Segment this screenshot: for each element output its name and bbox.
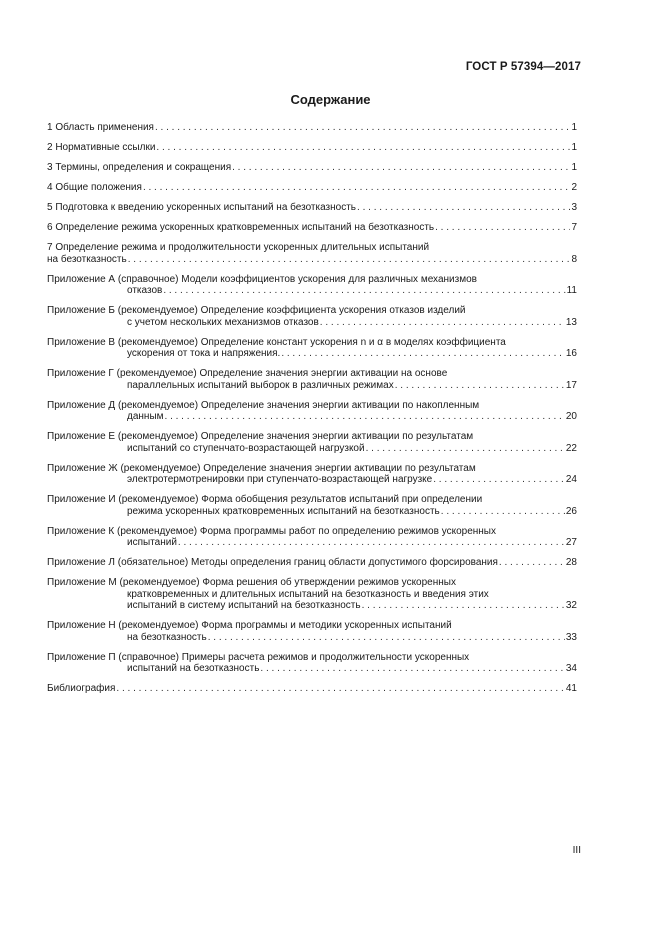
toc-entry-final-line: [47, 683, 577, 695]
toc-entry-text: 4 Общие положения: [47, 182, 142, 193]
toc-entry[interactable]: [47, 557, 577, 569]
toc-entry[interactable]: [47, 202, 577, 214]
toc-entry[interactable]: [47, 652, 577, 675]
table-of-contents: [47, 122, 577, 703]
toc-entry-final-line: [47, 182, 577, 194]
toc-entry[interactable]: [47, 305, 577, 328]
dot-leader: [357, 202, 570, 214]
toc-entry-line: Приложение Ж (рекомендуемое) Определение значения энергии активации по результатам: [47, 462, 476, 474]
toc-page-number: 24: [565, 474, 577, 485]
dot-leader: [362, 600, 565, 612]
dot-leader: [232, 162, 570, 174]
toc-entry[interactable]: [47, 242, 577, 265]
toc-entry-final-line: [47, 600, 577, 612]
toc-entry[interactable]: [47, 620, 577, 643]
toc-page-number: 3: [571, 202, 577, 213]
toc-entry[interactable]: [47, 142, 577, 154]
dot-leader: [128, 254, 571, 266]
dot-leader: [499, 557, 565, 569]
toc-entry-line: Приложение М (рекомендуемое) Форма решения об утверждении режимов ускоренных: [47, 577, 456, 588]
toc-entry-text: режима ускоренных кратковременных испытаний на безотказность: [127, 505, 440, 517]
toc-page-number: 1: [571, 142, 577, 153]
dot-leader: [435, 222, 570, 234]
toc-page-number: 34: [565, 663, 577, 674]
toc-page-number: 1: [571, 162, 577, 173]
toc-entry-line: Приложение Д (рекомендуемое) Определение значения энергии активации по накопленным: [47, 399, 480, 411]
toc-entry-final-line: [47, 474, 577, 486]
dot-leader: [281, 348, 565, 360]
toc-page-number: 11: [566, 285, 577, 296]
toc-entry-text: испытаний на безотказность: [127, 663, 260, 674]
toc-page-number: 22: [565, 442, 577, 454]
toc-entry-line: Приложение П (справочное) Примеры расчета режимов и продолжительности ускоренных: [47, 651, 470, 663]
toc-entry-final-line: [47, 443, 577, 455]
toc-entry[interactable]: [47, 683, 577, 695]
toc-entry-final-line: [47, 202, 577, 214]
toc-entry-final-line: [47, 506, 577, 518]
toc-entry[interactable]: [47, 431, 577, 454]
dot-leader: [155, 122, 570, 134]
toc-entry-line: Приложение В (рекомендуемое) Определение констант ускорения n и α в моделях коэффициента: [47, 336, 506, 348]
toc-entry-final-line: [47, 632, 577, 644]
toc-page-number: 8: [571, 253, 577, 265]
toc-entry-line: Приложение Г (рекомендуемое) Определение значения энергии активации на основе: [47, 368, 448, 379]
toc-page-number: 27: [565, 537, 577, 548]
toc-entry[interactable]: [47, 577, 577, 612]
toc-entry-text: 3 Термины, определения и сокращения: [47, 162, 232, 173]
toc-entry-line: Приложение И (рекомендуемое) Форма обобщения результатов испытаний при определении: [47, 494, 483, 505]
toc-entry-line: Приложение Н (рекомендуемое) Форма программы и методики ускоренных испытаний: [47, 620, 452, 631]
toc-page-number: 41: [565, 683, 577, 694]
toc-entry-final-line: [47, 411, 577, 423]
toc-page-number: 33: [565, 631, 577, 643]
toc-entry-text: ускорения от тока и напряжения.: [127, 348, 281, 359]
dot-leader: [143, 182, 571, 194]
toc-page-number: 26: [565, 505, 577, 517]
toc-entry-final-line: [47, 142, 577, 154]
toc-page-number: 7: [571, 222, 577, 233]
dot-leader: [395, 380, 565, 392]
dot-leader: [156, 142, 570, 154]
toc-entry-text: испытаний: [127, 537, 177, 548]
dot-leader: [260, 663, 564, 675]
toc-entry-text: Приложение Л (обязательное) Методы определения границ области допустимого форсирования: [47, 557, 498, 568]
toc-entry[interactable]: [47, 337, 577, 360]
toc-entry-text: на безотказность: [47, 253, 127, 265]
toc-entry-text: Библиография: [47, 683, 116, 694]
dot-leader: [366, 443, 565, 455]
toc-page-number: 13: [565, 316, 577, 328]
toc-entry-text: 6 Определение режима ускоренных кратковременных испытаний на безотказность: [47, 222, 435, 233]
toc-title: Содержание: [290, 92, 371, 107]
dot-leader: [165, 411, 565, 423]
toc-entry-final-line: [47, 663, 577, 675]
dot-leader: [208, 632, 565, 644]
toc-entry[interactable]: [47, 182, 577, 194]
toc-entry-final-line: [47, 254, 577, 266]
toc-entry[interactable]: [47, 368, 577, 391]
toc-entry[interactable]: [47, 463, 577, 486]
toc-entry-final-line: [47, 222, 577, 234]
toc-entry-text: 5 Подготовка к введению ускоренных испытаний на безотказность: [47, 202, 357, 213]
toc-entry-final-line: [47, 122, 577, 134]
toc-entry-line: 7 Определение режима и продолжительности ускоренных длительных испытаний: [47, 242, 430, 253]
toc-entry-line: Приложение К (рекомендуемое) Форма программы работ по определению режимов ускоренных: [47, 525, 496, 537]
toc-entry-text: данным: [127, 411, 164, 422]
toc-page-number: 1: [571, 122, 577, 133]
toc-entry[interactable]: [47, 162, 577, 174]
toc-entry-line: Приложение Б (рекомендуемое) Определение коэффициента ускорения отказов изделий: [47, 305, 466, 316]
toc-page-number: 20: [565, 411, 577, 422]
toc-entry-final-line: [47, 557, 577, 569]
toc-entry-text: 2 Нормативные ссылки: [47, 142, 156, 153]
toc-entry[interactable]: [47, 222, 577, 234]
toc-page-number: 28: [565, 557, 577, 568]
toc-page-number: 17: [565, 379, 577, 391]
dot-leader: [441, 506, 565, 518]
toc-entry-text: на безотказность: [127, 631, 207, 643]
toc-entry-text: отказов: [127, 285, 163, 296]
toc-entry[interactable]: [47, 494, 577, 517]
document-standard-header: ГОСТ Р 57394—2017: [465, 61, 581, 73]
dot-leader: [178, 537, 565, 549]
toc-entry-final-line: [47, 348, 577, 360]
dot-leader: [433, 474, 565, 486]
toc-entry[interactable]: [47, 400, 577, 423]
toc-entry-final-line: [47, 380, 577, 392]
toc-page-number: 2: [571, 182, 577, 193]
dot-leader: [116, 683, 564, 695]
dot-leader: [163, 285, 565, 297]
toc-entry[interactable]: [47, 122, 577, 134]
page-number: III: [572, 845, 581, 856]
toc-entry-final-line: [47, 317, 577, 329]
toc-entry-text: электротермотренировки при ступенчато-возрастающей нагрузке: [127, 474, 433, 485]
toc-page-number: 32: [565, 600, 577, 611]
dot-leader: [320, 317, 565, 329]
toc-entry-final-line: [47, 537, 577, 549]
toc-entry[interactable]: [47, 274, 577, 297]
toc-entry-final-line: [47, 162, 577, 174]
toc-entry-line: кратковременных и длительных испытаний на безотказность и введения этих: [127, 588, 489, 600]
toc-entry-text: с учетом нескольких механизмов отказов: [127, 316, 319, 328]
toc-page-number: 16: [565, 348, 577, 359]
toc-entry-final-line: [47, 285, 577, 297]
toc-entry-line: Приложение Е (рекомендуемое) Определение значения энергии активации по результатам: [47, 431, 474, 442]
toc-entry-text: испытаний со ступенчато-возрастающей нагрузкой: [127, 442, 365, 454]
toc-entry-text: параллельных испытаний выборок в различных режимах: [127, 379, 394, 391]
toc-entry-line: Приложение А (справочное) Модели коэффициентов ускорения для различных механизмов: [47, 273, 477, 285]
toc-entry[interactable]: [47, 526, 577, 549]
toc-entry-text: испытаний в систему испытаний на безотказность: [127, 600, 361, 611]
toc-entry-text: 1 Область применения: [47, 122, 154, 133]
